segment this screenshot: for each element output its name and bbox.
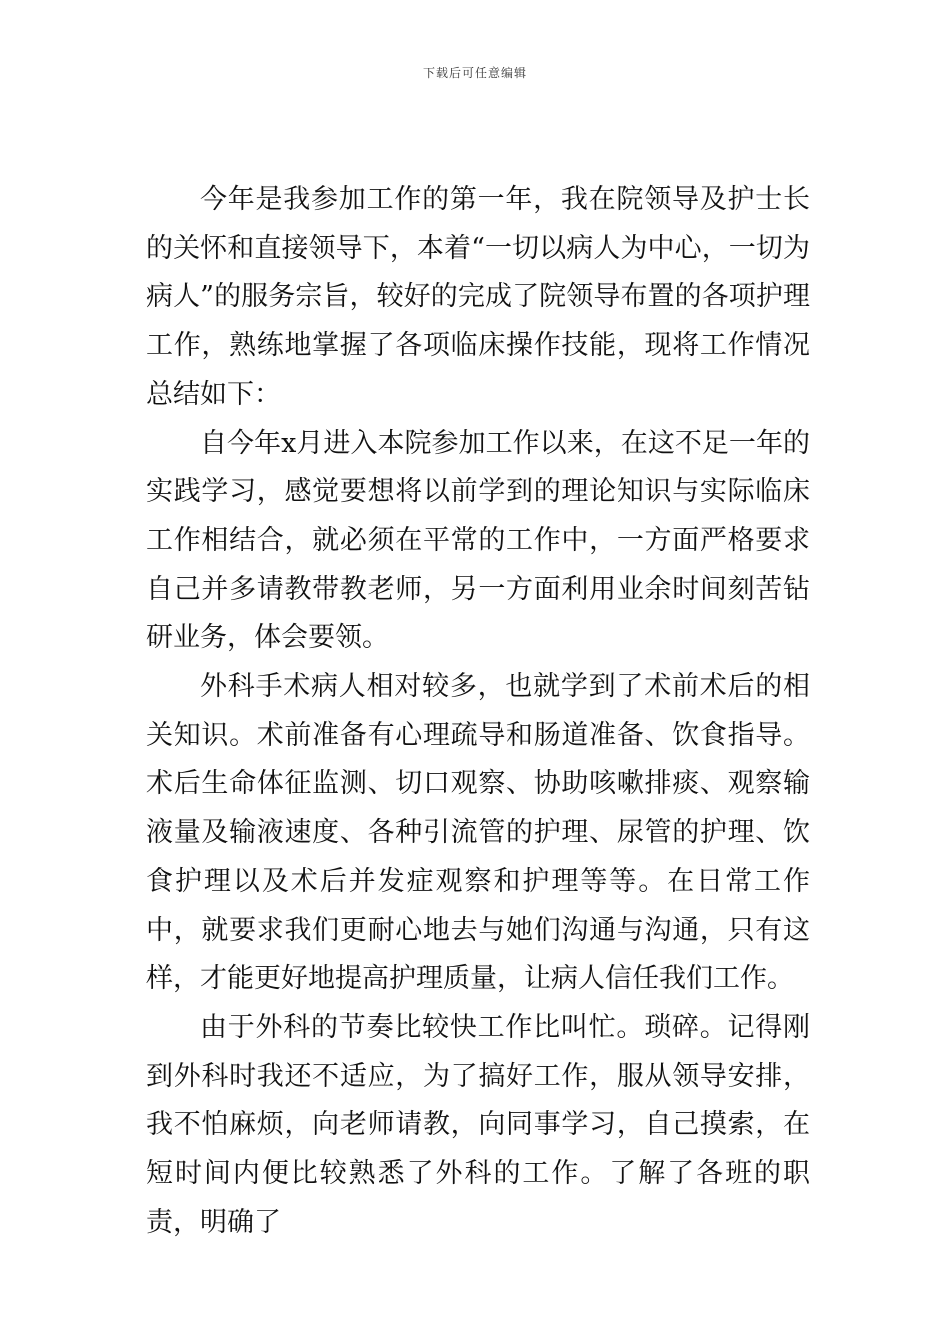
page-header-note: 下载后可任意编辑 [422, 66, 527, 80]
paragraph-3: 外科手术病人相对较多，也就学到了术前术后的相关知识。术前准备有心理疏导和肠道准备、饮食指导。术后生命体征监测、切口观察、协助咳嗽排痰、观察输液量及输液速度、各种引流管的护理、尿管的护理、饮食护理以及术后并发症观察和护理等等。在日常工作中，就要求我们更耐心地去与她们沟通与沟通，只有这样，才能更好地提高护理质量，让病人信任我们工作。 [146, 671, 810, 995]
paragraph-1: 今年是我参加工作的第一年，我在院领导及护士长的关怀和直接领导下，本着“一切以病人为中心，一切为病人”的服务宗旨，较好的完成了院领导布置的各项护理工作，熟练地掌握了各项临床操作技能，现将工作情况总结如下： [146, 184, 810, 410]
paragraph-2: 自今年x月进入本院参加工作以来，在这不足一年的实践学习，感觉要想将以前学到的理论知识与实际临床工作相结合，就必须在平常的工作中，一方面严格要求自己并多请教带教老师，另一方面利用业余时间刻苦钻研业务，体会要领。 [146, 427, 810, 654]
document-body [146, 176, 810, 1247]
paragraph-4: 由于外科的节奏比较快工作比叫忙。琐碎。记得刚到外科时我还不适应，为了搞好工作，服从领导安排，我不怕麻烦，向老师请教，向同事学习，自己摸索，在短时间内便比较熟悉了外科的工作。了解了各班的职责，明确了 [146, 1011, 810, 1238]
